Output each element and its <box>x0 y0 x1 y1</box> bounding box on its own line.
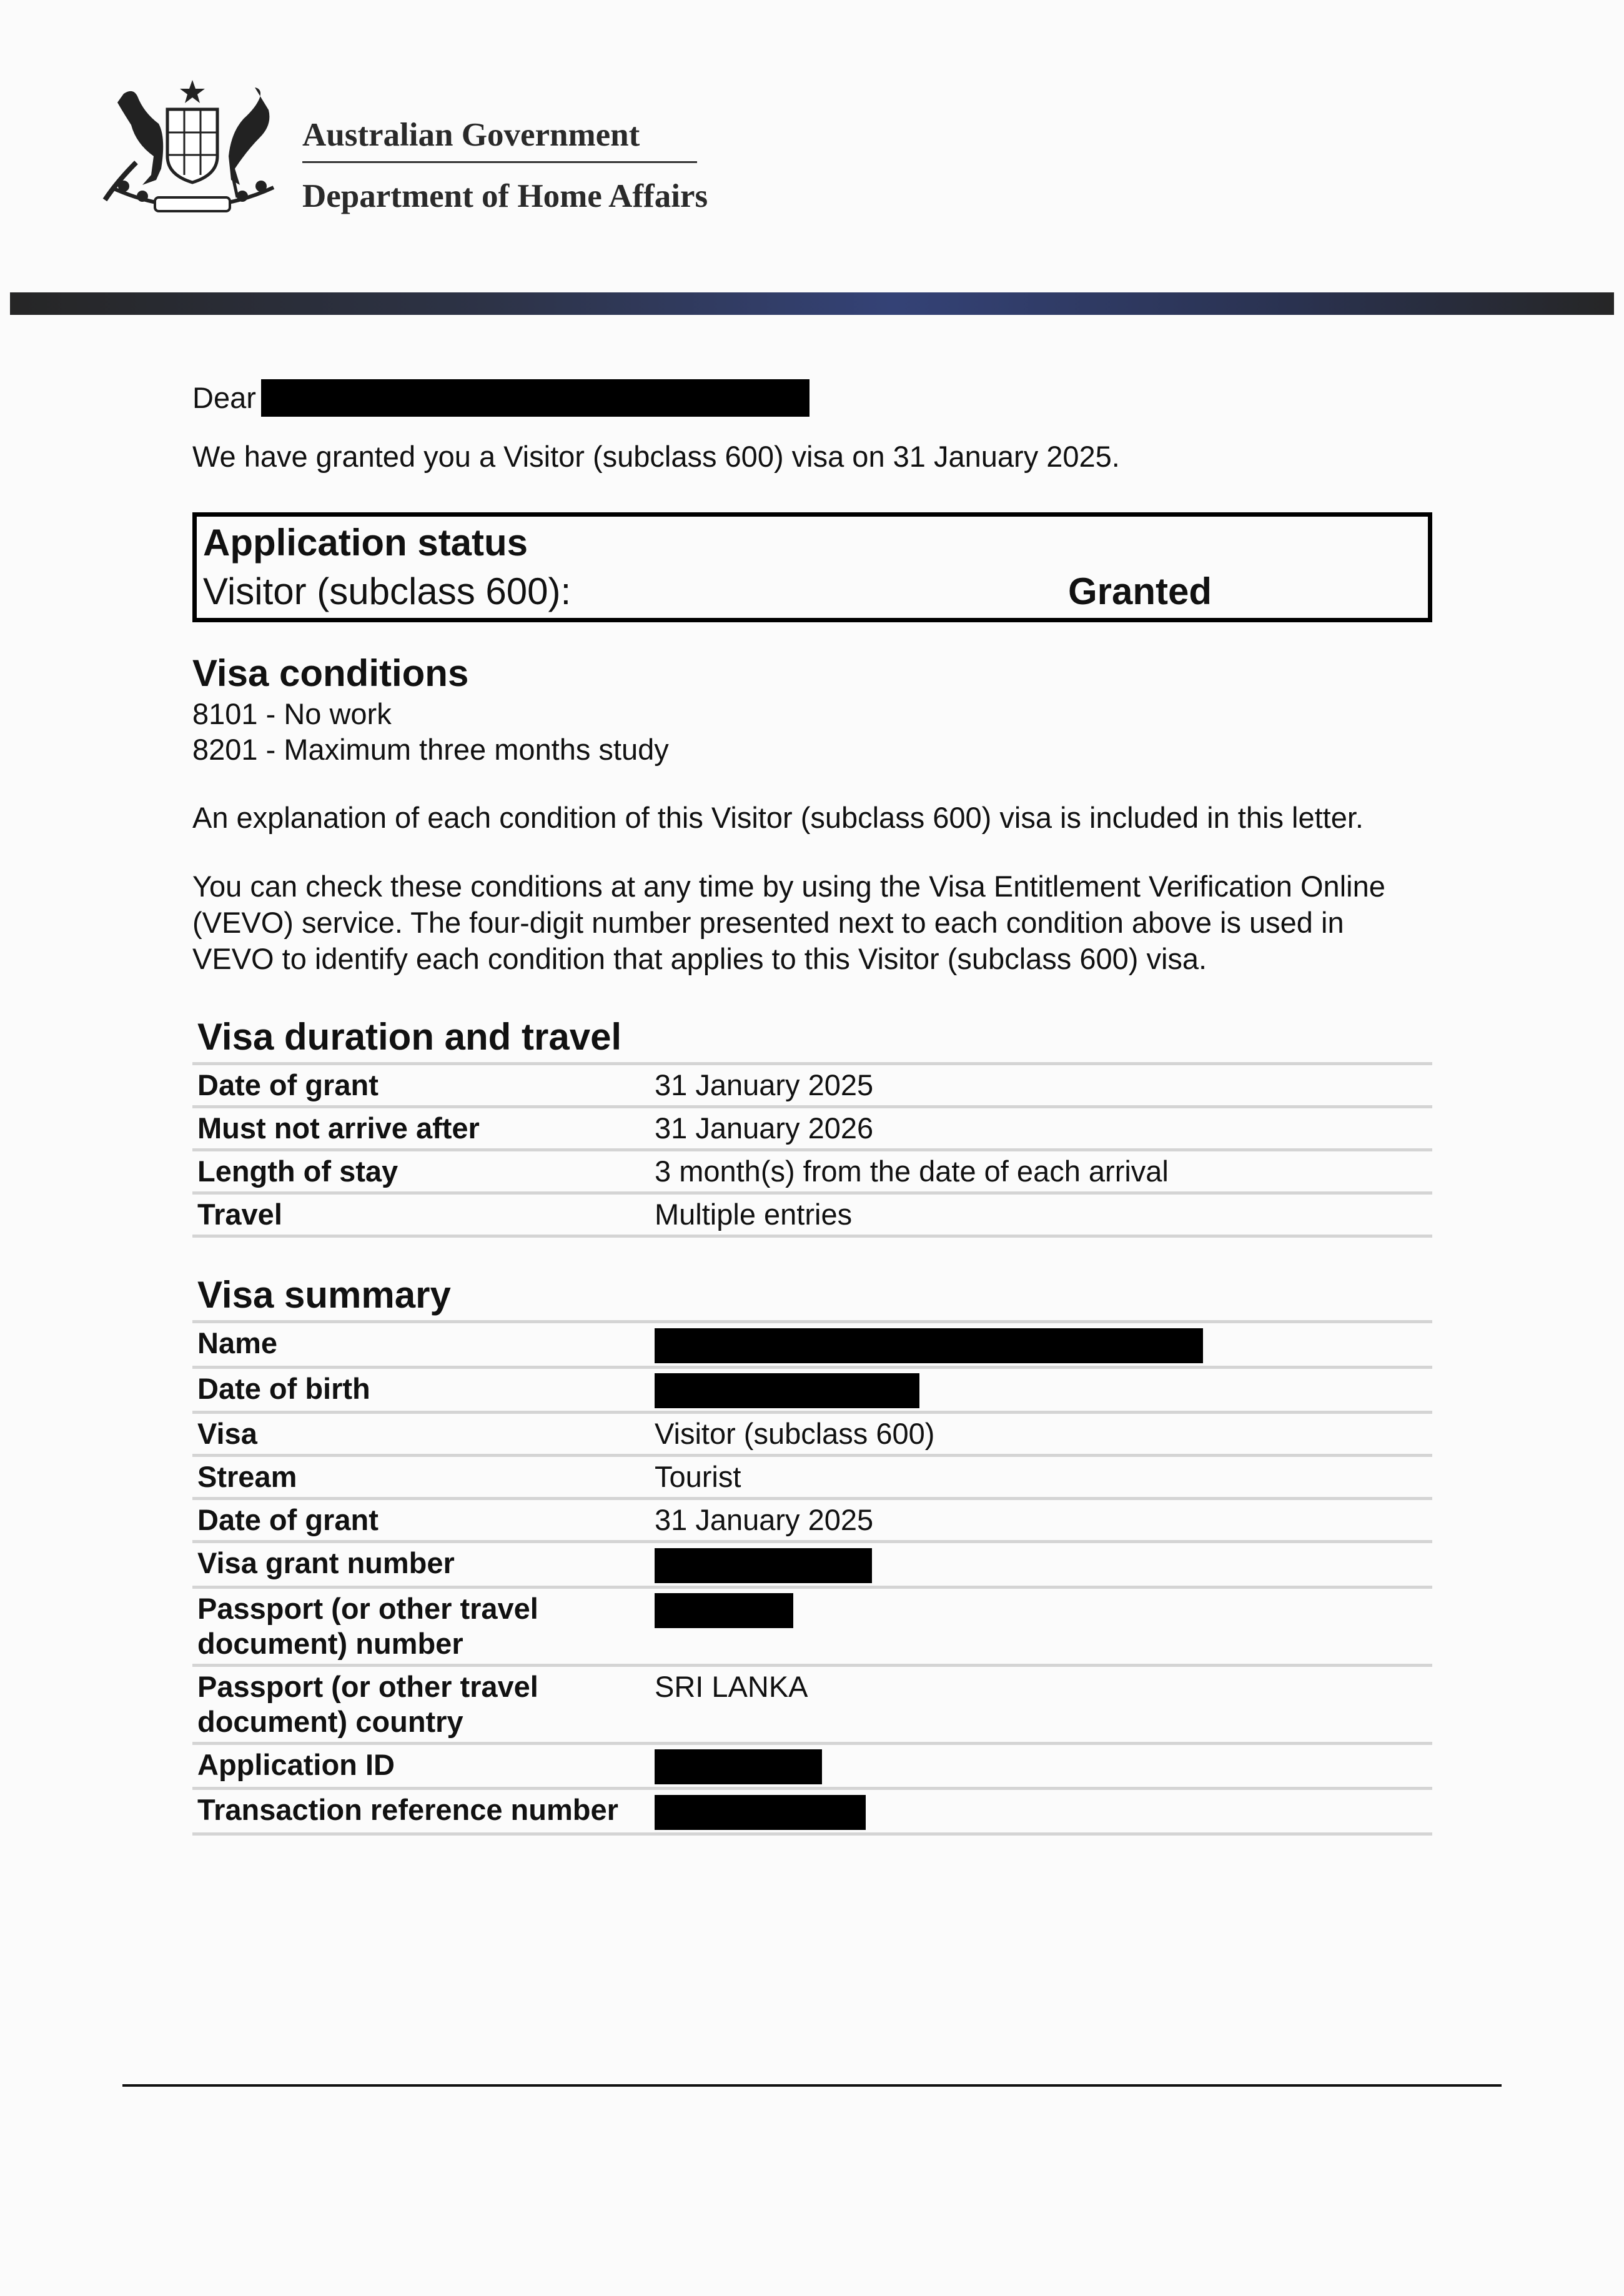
summary-table <box>192 1320 1432 1836</box>
row-value: Multiple entries <box>650 1193 1432 1236</box>
row-label: Stream <box>192 1456 650 1499</box>
status-label: Visitor (subclass 600): <box>203 570 572 612</box>
row-value <box>650 1587 1432 1665</box>
row-value: 31 January 2025 <box>650 1064 1432 1107</box>
redacted-visa-grant-number <box>655 1548 872 1583</box>
table-row <box>192 1322 1432 1368</box>
table-row <box>192 1107 1432 1150</box>
salutation <box>192 375 1432 421</box>
row-label: Date of grant <box>192 1064 650 1107</box>
row-label: Name <box>192 1322 650 1368</box>
row-value: 31 January 2025 <box>650 1499 1432 1542</box>
row-value: Visitor (subclass 600) <box>650 1413 1432 1456</box>
table-row <box>192 1789 1432 1834</box>
row-label: Passport (or other travel document) number <box>192 1587 650 1665</box>
table-row <box>192 1150 1432 1193</box>
table-row <box>192 1413 1432 1456</box>
status-title: Application status <box>203 522 528 564</box>
condition-item: 8201 - Maximum three months study <box>192 733 669 766</box>
row-label: Travel <box>192 1193 650 1236</box>
table-row <box>192 1587 1432 1665</box>
redacted-transaction-reference <box>655 1795 866 1830</box>
table-row <box>192 1193 1432 1236</box>
row-label: Length of stay <box>192 1150 650 1193</box>
summary-heading: Visa summary <box>197 1274 451 1316</box>
redacted-application-id <box>655 1749 822 1784</box>
row-label: Date of grant <box>192 1499 650 1542</box>
row-label: Date of birth <box>192 1367 650 1413</box>
footer-divider <box>122 2084 1502 2087</box>
redacted-recipient-name <box>261 379 810 417</box>
application-status-box <box>192 512 1432 622</box>
redacted-date-of-birth <box>655 1373 919 1408</box>
redacted-name <box>655 1328 1203 1363</box>
row-value: 3 month(s) from the date of each arrival <box>650 1150 1432 1193</box>
header-band <box>10 292 1614 315</box>
table-row <box>192 1665 1432 1743</box>
visa-conditions-section <box>192 651 1432 767</box>
row-label: Passport (or other travel document) country <box>192 1665 650 1743</box>
row-label: Visa <box>192 1413 650 1456</box>
row-value: 31 January 2026 <box>650 1107 1432 1150</box>
table-row <box>192 1499 1432 1542</box>
table-row <box>192 1542 1432 1588</box>
grant-intro: We have granted you a Visitor (subclass 600) visa on 31 January 2025. <box>192 440 1120 473</box>
condition-item: 8101 - No work <box>192 697 392 730</box>
letter-body <box>192 375 1432 1836</box>
status-row <box>203 565 1422 618</box>
row-value <box>650 1542 1432 1588</box>
conditions-list <box>192 696 1432 767</box>
visa-duration-section <box>192 1015 1432 1238</box>
visa-summary-section <box>192 1273 1432 1836</box>
row-value <box>650 1322 1432 1368</box>
conditions-explanation: An explanation of each condition of this Visitor (subclass 600) visa is included in this letter. <box>192 801 1364 834</box>
conditions-heading: Visa conditions <box>192 652 469 694</box>
coat-of-arms-icon <box>99 75 286 225</box>
redacted-passport-number <box>655 1593 793 1628</box>
table-row <box>192 1456 1432 1499</box>
row-value <box>650 1743 1432 1789</box>
duration-heading: Visa duration and travel <box>197 1016 622 1058</box>
vevo-paragraph: You can check these conditions at any time by using the Visa Entitlement Verification Online (VEVO) service. The four-digit number presented next to each condition above is used in VEVO to identify each condition that applies to this Visitor (subclass 600) visa. <box>192 870 1385 975</box>
row-label: Visa grant number <box>192 1542 650 1588</box>
government-name: Australian Government <box>302 117 640 153</box>
table-row <box>192 1743 1432 1789</box>
row-value <box>650 1367 1432 1413</box>
duration-table <box>192 1062 1432 1238</box>
row-label: Must not arrive after <box>192 1107 650 1150</box>
salutation-text: Dear <box>192 381 256 414</box>
department-name: Department of Home Affairs <box>302 178 708 214</box>
table-row <box>192 1064 1432 1107</box>
status-value: Granted <box>1068 570 1212 612</box>
letterhead-divider <box>302 161 697 163</box>
row-value: SRI LANKA <box>650 1665 1432 1743</box>
table-row <box>192 1367 1432 1413</box>
letterhead <box>0 0 1624 294</box>
row-label: Application ID <box>192 1743 650 1789</box>
row-value <box>650 1789 1432 1834</box>
row-value: Tourist <box>650 1456 1432 1499</box>
row-label: Transaction reference number <box>192 1789 650 1834</box>
